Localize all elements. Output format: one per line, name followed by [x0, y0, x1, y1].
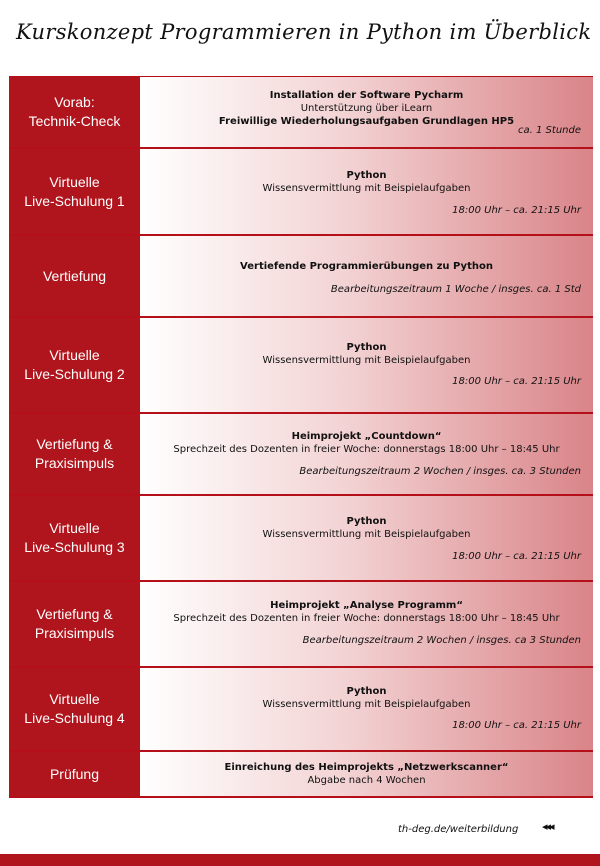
row-subtext: Sprechzeit des Dozenten in freier Woche: donnerstags 18:00 Uhr – 18:45 Uhr [173, 613, 560, 624]
schedule-row-technik-check [9, 77, 593, 149]
row-subtext: Wissensvermittlung mit Beispielaufgaben [262, 699, 471, 710]
row-label: Virtuelle Live-Schulung 2 [9, 318, 140, 412]
row-duration: 18:00 Uhr – ca. 21:15 Uhr [452, 205, 581, 216]
bottom-accent-bar [0, 854, 600, 866]
row-content [140, 149, 593, 234]
row-heading: Python [346, 686, 387, 697]
triple-arrow-left-icon: ◂◂◂ [542, 820, 553, 833]
row-content [140, 77, 593, 147]
row-heading: Heimprojekt „Analyse Programm“ [270, 600, 463, 611]
page-title: Kurskonzept Programmieren in Python im Überblick [16, 20, 592, 44]
schedule-row-live-2 [9, 318, 593, 414]
row-duration: Bearbeitungszeitraum 1 Woche / insges. ca. 1 Std [330, 284, 581, 295]
row-heading: Python [346, 342, 387, 353]
schedule-row-live-4 [9, 668, 593, 752]
footer-website-link[interactable]: th-deg.de/weiterbildung [398, 824, 519, 835]
schedule-row-pruefung [9, 752, 593, 798]
row-label: Vertiefung [9, 236, 140, 316]
schedule-row-praxis-analyse [9, 582, 593, 668]
row-heading: Installation der Software Pycharm [269, 90, 464, 101]
row-duration: Bearbeitungszeitraum 2 Wochen / insges. ca 3 Stunden [302, 635, 581, 646]
row-heading: Python [346, 516, 387, 527]
row-duration: Bearbeitungszeitraum 2 Wochen / insges. ca. 3 Stunden [299, 466, 581, 477]
row-content [140, 496, 593, 580]
row-heading: Heimprojekt „Countdown“ [291, 431, 442, 442]
row-content [140, 668, 593, 750]
row-content [140, 582, 593, 666]
row-content [140, 318, 593, 412]
schedule-row-live-3 [9, 496, 593, 582]
schedule-row-vertiefung [9, 236, 593, 318]
row-subtext: Wissensvermittlung mit Beispielaufgaben [262, 529, 471, 540]
row-heading: Vertiefende Programmierübungen zu Python [240, 261, 493, 272]
row-subtext: Abgabe nach 4 Wochen [307, 775, 426, 786]
row-duration: 18:00 Uhr – ca. 21:15 Uhr [452, 551, 581, 562]
row-label: Prüfung [9, 752, 140, 796]
row-duration: 18:00 Uhr – ca. 21:15 Uhr [452, 376, 581, 387]
schedule-row-live-1 [9, 149, 593, 236]
row-subtext-bold: Freiwillige Wiederholungsaufgaben Grundlagen HP5 [218, 116, 515, 127]
row-label: Virtuelle Live-Schulung 1 [9, 149, 140, 234]
schedule-row-praxis-countdown [9, 414, 593, 496]
row-duration: 18:00 Uhr – ca. 21:15 Uhr [452, 720, 581, 731]
row-subtext: Sprechzeit des Dozenten in freier Woche: donnerstags 18:00 Uhr – 18:45 Uhr [173, 444, 560, 455]
row-heading: Einreichung des Heimprojekts „Netzwerkscanner“ [224, 762, 509, 773]
row-heading: Python [346, 170, 387, 181]
row-duration: ca. 1 Stunde [518, 125, 581, 136]
row-subtext: Wissensvermittlung mit Beispielaufgaben [262, 355, 471, 366]
row-label: Virtuelle Live-Schulung 3 [9, 496, 140, 580]
row-label: Vertiefung & Praxisimpuls [9, 582, 140, 666]
row-content [140, 752, 593, 796]
row-subtext: Wissensvermittlung mit Beispielaufgaben [262, 183, 471, 194]
course-schedule-table [9, 76, 593, 798]
row-label: Vertiefung & Praxisimpuls [9, 414, 140, 494]
row-subtext: Unterstützung über iLearn [300, 103, 433, 114]
row-label: Vorab: Technik-Check [9, 77, 140, 147]
row-content [140, 236, 593, 316]
row-label: Virtuelle Live-Schulung 4 [9, 668, 140, 750]
row-content [140, 414, 593, 494]
